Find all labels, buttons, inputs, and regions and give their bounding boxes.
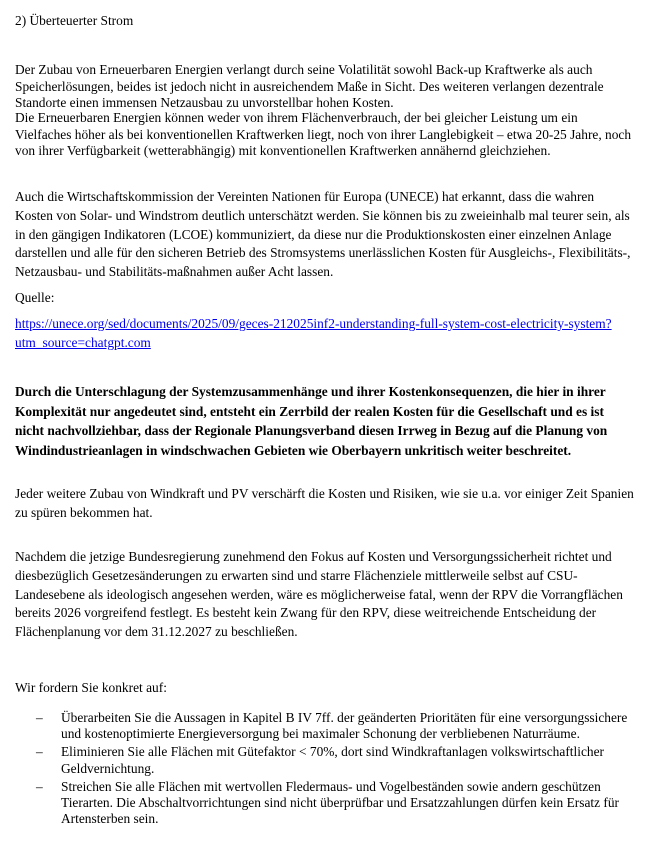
source-link[interactable]: https://unece.org/sed/documents/2025/09/geces-212025inf2-understanding-full-system-cost-electricity-system?utm_source=chatgpt.com: [15, 316, 612, 350]
demand-text: Streichen Sie alle Flächen mit wertvollen Fledermaus- und Vogelbeständen sowie andern geschützen Tierarten. Die Abschaltvorrichtungen sind nicht überprüfbar und Ersatzzahlungen dürfen kein Ersatz für Artensterben sein.: [61, 778, 620, 827]
source-paragraph: [15, 315, 615, 353]
bold-paragraph-critique: Durch die Unterschlagung der Systemzusammenhänge und ihrer Kostenkonsequenzen, die hier in ihrer Komplexität nur angedeutet sind, entsteht ein Zerrbild der realen Kosten für die Gesellschaft und es ist nicht nachvollziehbar, dass der Regionale Planungsverband diesen Irrweg in Bezug auf die Planung von Windindustrieanlagen in windschwachen Gebieten wie Oberbayern unkritisch weiter beschreitet.: [15, 384, 608, 458]
section-heading: 2) Überteuerter Strom: [15, 13, 134, 28]
source-label: Quelle:: [15, 290, 55, 305]
list-item: [15, 744, 640, 776]
dash-bullet-icon: –: [36, 778, 43, 794]
paragraph-comparison: Die Erneuerbaren Energien können weder von ihrem Flächenverbrauch, der bei gleicher Leistung um ein Vielfaches höher als bei konventionellen Kraftwerken liegt, noch von ihrer Langlebigkeit – etwa 20-25 Jahre, noch von ihrer Verfügbarkeit (wetterabhängig) mit konventionellen Kraftwerken annähernd gleichziehen.: [15, 110, 632, 158]
demand-intro: Wir fordern Sie konkret auf:: [15, 680, 167, 695]
demand-list: [15, 710, 640, 829]
paragraph-volatility: Der Zubau von Erneuerbaren Energien verlangt durch seine Volatilität sowohl Back-up Kraftwerke als auch Speicherlösungen, beides ist jedoch nicht in ausreichendem Maße in Sicht. Des weiteren verlangen dezentrale Standorte einen immensen Netzausbau zu unvorstellbar hohen Kosten.: [15, 62, 604, 110]
dash-bullet-icon: –: [36, 710, 43, 725]
list-item: [15, 710, 640, 742]
paragraph-unece: Auch die Wirtschaftskommission der Vereinten Nationen für Europa (UNECE) hat erkannt, dass die wahren Kosten von Solar- und Windstrom deutlich unterschätzt werden. Sie können bis zu zweieinhalb mal teurer sein, als in den gängigen Indikatoren (LCOE) kommuniziert, da diese nur die Produktionskosten einer einzelnen Anlage darstellen und alle für den sicheren Betrieb des Stromsystems unerlässlichen Kosten für Ausgleichs-, Flexibilitäts-, Netzausbau- und Stabilitäts-maßnahmen außer Acht lassen.: [15, 189, 631, 280]
demand-text: Überarbeiten Sie die Aussagen in Kapitel B IV 7ff. der geänderten Prioritäten für eine versorgungssichere und kostenoptimierte Energieversorgung bei maximaler Schonung der verbliebenen Naturräume.: [61, 710, 628, 742]
paragraph-federal-government: Nachdem die jetzige Bundesregierung zunehmend den Fokus auf Kosten und Versorgungssicherheit richtet und diesbezüglich Gesetzesänderungen zu erwarten sind und starre Flächenziele mittlerweile selbst auf CSU-Landesebene als ideologisch angesehen werden, wäre es möglicherweise fatal, wenn der RPV die Vorrangflächen bereits 2026 vorgreifend festlegt. Es besteht kein Zwang für den RPV, diese weitreichende Entscheidung der Flächenplanung vor dem 31.12.2027 zu beschließen.: [15, 549, 623, 640]
paragraph-risks: Jeder weitere Zubau von Windkraft und PV verschärft die Kosten und Risiken, wie sie u.a. vor einiger Zeit Spanien zu spüren bekommen hat.: [15, 486, 634, 520]
demand-text: Eliminieren Sie alle Flächen mit Gütefaktor < 70%, dort sind Windkraftanlagen volkswirtschaftlicher Geldvernichtung.: [61, 744, 604, 776]
dash-bullet-icon: –: [36, 744, 43, 760]
list-item: [15, 779, 640, 828]
